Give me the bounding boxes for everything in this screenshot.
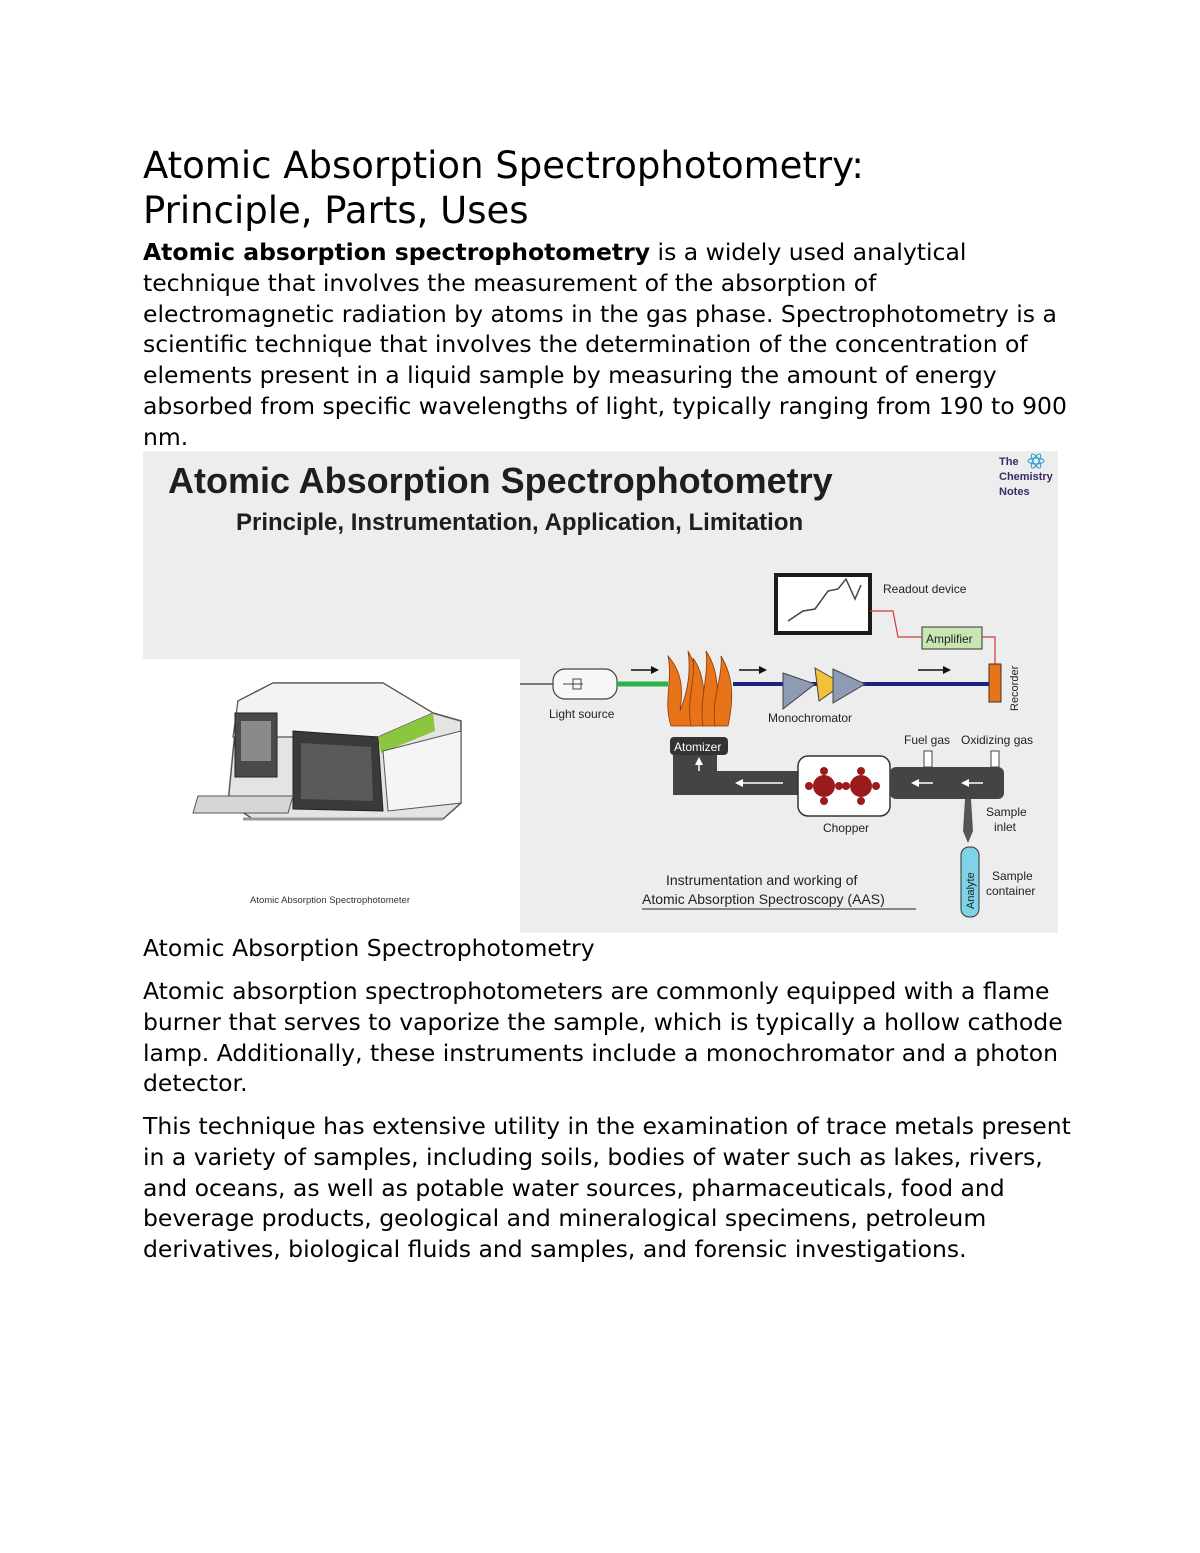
intro-text: is a widely used analytical technique that involves the measurement of the absorption of electromagnetic radiation by atoms in the gas phase. Spectrophotometry is a scientific technique that involves the determination of the concentration of elements present in a liquid sample by measuring the amount of energy absorbed from specific wavelengths of light, typically ranging from 190 to 900 nm. (143, 238, 1067, 451)
label-sample-inlet-2: inlet (994, 820, 1017, 834)
label-sample-inlet-1: Sample (986, 805, 1027, 819)
label-amplifier: Amplifier (926, 632, 973, 646)
label-sample-container-2: container (986, 884, 1036, 898)
label-readout: Readout device (883, 582, 967, 596)
spectrophotometer-icon (193, 683, 461, 819)
diagram-caption-2: Atomic Absorption Spectroscopy (AAS) (642, 891, 885, 907)
label-fuel-gas: Fuel gas (904, 733, 951, 747)
label-light-source: Light source (549, 707, 615, 721)
title-line-1: Atomic Absorption Spectrophotometry: (143, 144, 864, 187)
gas-tube (890, 767, 1004, 799)
diagram-caption-1: Instrumentation and working of (666, 872, 858, 888)
intro-paragraph (143, 237, 1073, 453)
label-sample-container-1: Sample (992, 869, 1033, 883)
lamp-icon (553, 669, 617, 699)
label-oxidizing-gas: Oxidizing gas (961, 733, 1034, 747)
readout-monitor-icon (776, 575, 870, 633)
recorder-bar (989, 664, 1001, 702)
aas-figure (143, 451, 1058, 933)
brand-line-2: Chemistry (999, 471, 1053, 483)
banner-title: Atomic Absorption Spectrophotometry (168, 460, 833, 501)
paragraph-equipment: Atomic absorption spectrophotometers are commonly equipped with a flame burner that serves to vaporize the sample, which is typically a hollow cathode lamp. Additionally, these instruments include a monochromator and a photon detector. (143, 977, 1063, 1098)
brand-line-1: The (999, 456, 1019, 468)
aas-figure-graphic (143, 451, 1058, 933)
label-recorder: Recorder (1009, 665, 1021, 711)
figure-caption: Atomic Absorption Spectrophotometry (143, 934, 595, 962)
label-atomizer: Atomizer (674, 740, 722, 754)
fuel-gas-inlet (924, 751, 932, 767)
page-title (143, 143, 1103, 233)
label-analyte: Analyte (965, 872, 977, 909)
intro-bold-term: Atomic absorption spectrophotometry (143, 238, 651, 266)
oxidizing-gas-inlet (991, 751, 999, 767)
title-line-2: Principle, Parts, Uses (143, 189, 529, 232)
brand-line-3: Notes (999, 486, 1030, 498)
label-monochromator: Monochromator (768, 711, 853, 725)
instrument-caption: Atomic Absorption Spectrophotometer (250, 895, 411, 906)
paragraph-uses: This technique has extensive utility in the examination of trace metals present in a variety of samples, including soils, bodies of water such as lakes, rivers, and oceans, as well as potable water sources, pharmaceuticals, food and beverage products, geological and mineralogical specimens, petroleum derivatives, biological fluids and samples, and forensic investigations. (143, 1112, 1071, 1264)
banner-subtitle: Principle, Instrumentation, Application, Limitation (236, 509, 804, 536)
label-chopper: Chopper (823, 821, 870, 835)
